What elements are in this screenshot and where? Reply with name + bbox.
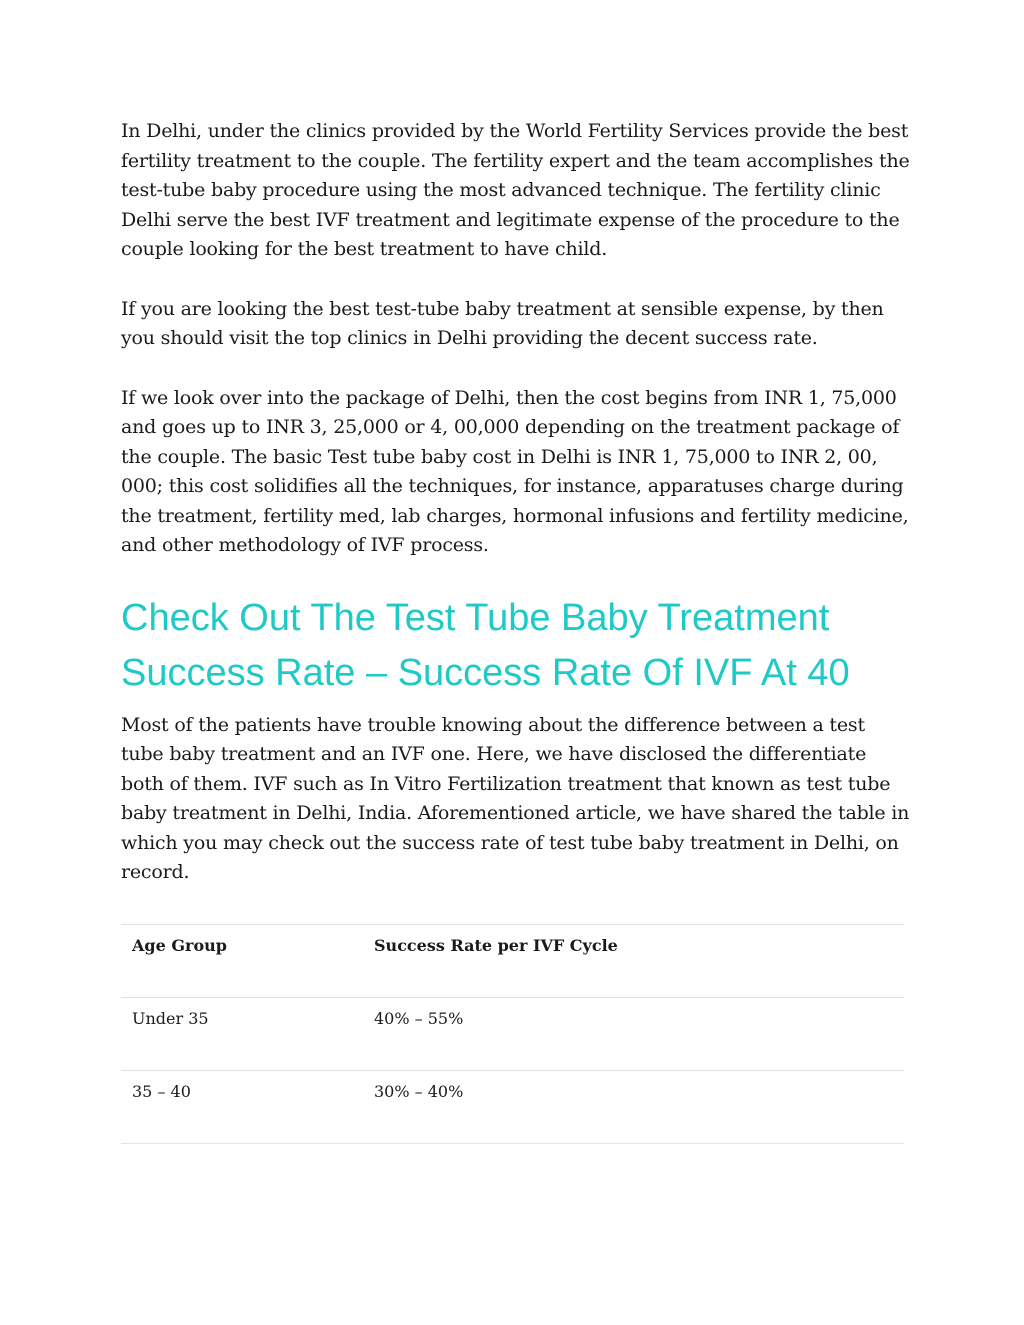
table-cell-success-rate: 40% – 55% xyxy=(374,1008,464,1028)
table-cell-age-group: Under 35 xyxy=(132,1008,209,1028)
paragraph-cost: If we look over into the package of Delhi, then the cost begins from INR 1, 75,000 and goes up to INR 3, 25,000 or 4, 00,000 depending on the treatment package of the couple. The basic Test tube baby cost in Delhi is INR 1, 75,000 to INR 2, 00, 000; this cost solidifies all the techniques, for instance, apparatuses charge during the treatment, fertility med, lab charges, hormonal infusions and fertility medicine, and other methodology of IVF process. xyxy=(121,386,909,556)
table-cell-age-group: 35 – 40 xyxy=(132,1081,191,1101)
paragraph-success-rate: Most of the patients have trouble knowing about the difference between a test tube baby treatment and an IVF one. Here, we have disclosed the differentiate both of them. IVF such as In Vitro Fertilization treatment that known as test tube baby treatment in Delhi, India. Aforementioned article, we have shared the table in which you may check out the success rate of test tube baby treatment in Delhi, on record. xyxy=(121,713,910,883)
paragraph-intro: In Delhi, under the clinics provided by the World Fertility Services provide the best fertility treatment to the couple. The fertility expert and the team accomplishes the test-tube baby procedure using the most advanced technique. The fertility clinic Delhi serve the best IVF treatment and legitimate expense of the procedure to the couple looking for the best treatment to have child. xyxy=(121,120,910,260)
table-cell-success-rate: 30% – 40% xyxy=(374,1081,464,1101)
table-header-row xyxy=(121,924,904,997)
table-row xyxy=(121,1070,904,1143)
paragraph-clinics: If you are looking the best test-tube baby treatment at sensible expense, by then you should visit the top clinics in Delhi providing the decent success rate. xyxy=(121,297,884,349)
table-row xyxy=(121,997,904,1070)
success-rate-table xyxy=(121,924,904,1144)
table-header-success-rate: Success Rate per IVF Cycle xyxy=(374,935,618,955)
section-heading: Check Out The Test Tube Baby Treatment Success Rate – Success Rate Of IVF At 40 xyxy=(121,596,850,694)
table-header-age-group: Age Group xyxy=(132,935,227,955)
article-body xyxy=(121,117,911,1144)
